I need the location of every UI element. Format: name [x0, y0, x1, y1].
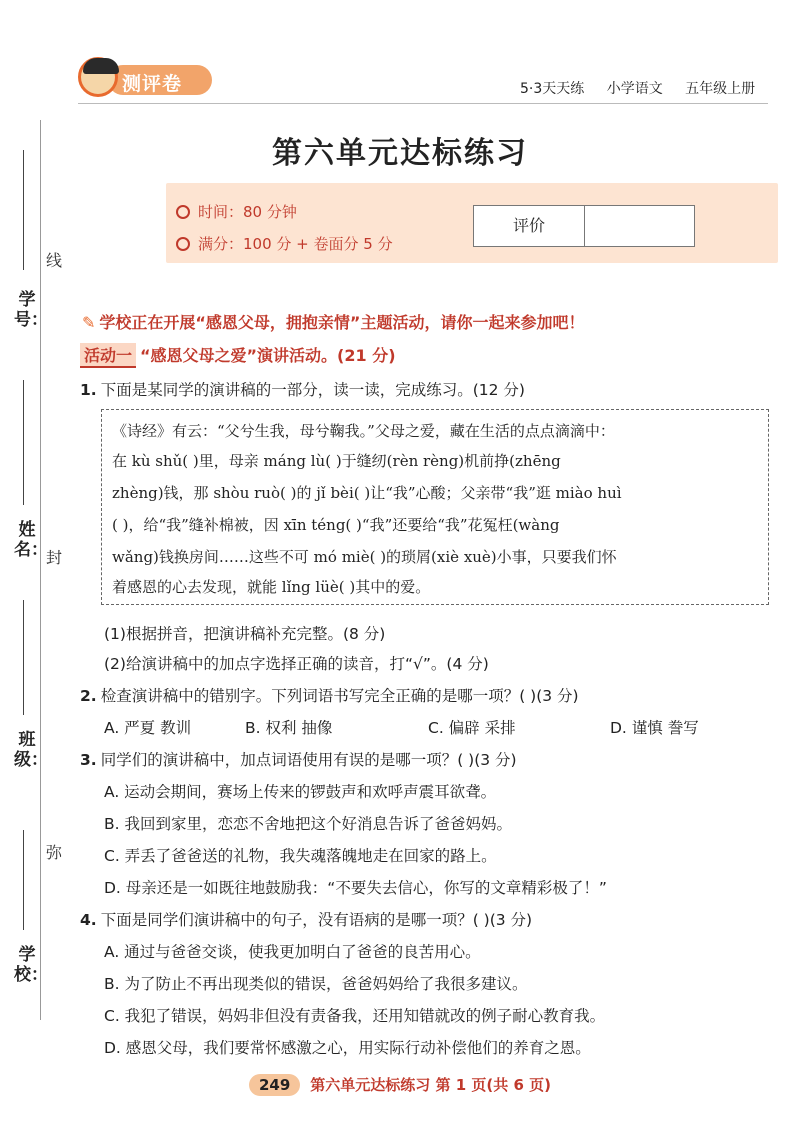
sub-question: (1)根据拼音，把演讲稿补充完整。(8 分): [104, 625, 386, 643]
evaluation-label: 评价: [474, 206, 585, 246]
question-text: 下面是同学们演讲稿中的句子，没有语病的是哪一项？( )(3 分): [100, 911, 533, 929]
page-footer: [0, 1074, 800, 1096]
clock-icon: [176, 205, 190, 219]
option: D. 谨慎 誊写: [610, 719, 699, 737]
sub-question: (2)给演讲稿中的加点字选择正确的读音，打“√”。(4 分): [104, 655, 489, 673]
school-label: 学校：: [14, 945, 48, 985]
page-number: 249: [249, 1074, 300, 1096]
name-label: 姓名：: [14, 520, 48, 560]
option: C. 弄丢了爸爸送的礼物，我失魂落魄地走在回家的路上。: [104, 847, 497, 865]
student-id-label: 学号：: [14, 290, 48, 330]
seal-mark-xian: 线: [46, 251, 63, 270]
option: C. 我犯了错误，妈妈非但没有责备我，还用知错就改的例子耐心教育我。: [104, 1007, 606, 1025]
option: C. 偏辟 采排: [428, 719, 516, 737]
question-number: 2.: [80, 687, 97, 705]
question-text: 检查演讲稿中的错别字。下列词语书写完全正确的是哪一项？( )(3 分): [100, 687, 579, 705]
header-divider: [78, 103, 768, 104]
badge-label: 测评卷: [122, 73, 183, 95]
option: A. 严夏 教训: [104, 719, 192, 737]
question-number: 4.: [80, 911, 97, 929]
passage-line: zhèng)钱，那 shòu ruò( )的 jǐ bèi( )让“我”心酸；父亲带“我”逛 miào huì: [112, 484, 622, 502]
passage-line: 《诗经》有云：“父兮生我，母兮鞠我。”父母之爱，藏在生活的点点滴滴中：: [112, 422, 615, 440]
time-row: [176, 201, 297, 222]
option: B. 我回到家里，恋恋不舍地把这个好消息告诉了爸爸妈妈。: [104, 815, 512, 833]
activity-tag: 活动一: [80, 343, 136, 368]
intro-text: 学校正在开展“感恩父母，拥抱亲情”主题活动，请你一起来参加吧！: [99, 313, 585, 332]
pencil-icon: ✎: [82, 313, 96, 332]
class-label: 班级：: [14, 730, 48, 770]
option: D. 感恩父母，我们要常怀感激之心，用实际行动补偿他们的养育之恩。: [104, 1039, 591, 1057]
option: B. 为了防止不再出现类似的错误，爸爸妈妈给了我很多建议。: [104, 975, 528, 993]
score-text: 满分：100 分 + 卷面分 5 分: [198, 235, 393, 253]
speech-passage: [101, 409, 769, 605]
header-info: [520, 78, 773, 98]
page-title: 第六单元达标练习: [272, 136, 528, 171]
time-text: 时间：80 分钟: [198, 203, 297, 221]
question-number: 3.: [80, 751, 97, 769]
seal-mark-feng: 封: [46, 548, 63, 567]
score-row: [176, 233, 393, 254]
series-name: 5·3天天练: [520, 81, 585, 97]
question-text: 同学们的演讲稿中，加点词语使用有误的是哪一项？( )(3 分): [100, 751, 517, 769]
activity-intro: [82, 310, 584, 333]
seal-mark-mi: 弥: [46, 843, 63, 862]
activity-title: “感恩父母之爱”演讲活动。(21 分): [140, 346, 396, 365]
activity-heading: [80, 343, 396, 368]
check-icon: [176, 237, 190, 251]
evaluation-table: [473, 205, 695, 247]
option: D. 母亲还是一如既往地鼓励我：“不要失去信心，你写的文章精彩极了！”: [104, 879, 607, 897]
question-1: [80, 378, 525, 400]
mascot-icon: [78, 57, 118, 97]
exam-info-box: [166, 183, 778, 263]
question-text: 下面是某同学的演讲稿的一部分，读一读，完成练习。(12 分): [100, 381, 525, 399]
test-badge: [78, 57, 216, 99]
option: A. 通过与爸爸交谈，使我更加明白了爸爸的良苦用心。: [104, 943, 481, 961]
question-number: 1.: [80, 381, 97, 399]
question-2: [80, 684, 579, 706]
grade-name: 五年级上册: [685, 81, 756, 97]
school-line: [23, 830, 24, 930]
footer-text: 第六单元达标练习 第 1 页(共 6 页): [310, 1076, 551, 1094]
class-line: [23, 600, 24, 715]
passage-line: wǎng)钱换房间……这些不可 mó miè( )的琐屑(xiè xuè)小事，只要我们怀: [112, 548, 617, 566]
option: A. 运动会期间，赛场上传来的锣鼓声和欢呼声震耳欲聋。: [104, 783, 497, 801]
passage-line: 着感恩的心去发现，就能 lǐng lüè( )其中的爱。: [112, 578, 431, 596]
option: B. 权利 抽像: [245, 719, 333, 737]
passage-line: 在 kù shǔ( )里，母亲 máng lù( )于缝纫(rèn rèng)机前挣(zhēng: [112, 452, 561, 470]
question-3: [80, 748, 517, 770]
subject-name: 小学语文: [606, 81, 663, 97]
name-line: [23, 380, 24, 505]
binding-line: [40, 120, 41, 1020]
question-4: [80, 908, 532, 930]
passage-line: ( )，给“我”缝补棉被，因 xīn téng( )“我”还要给“我”花冤枉(wàng: [112, 516, 560, 534]
